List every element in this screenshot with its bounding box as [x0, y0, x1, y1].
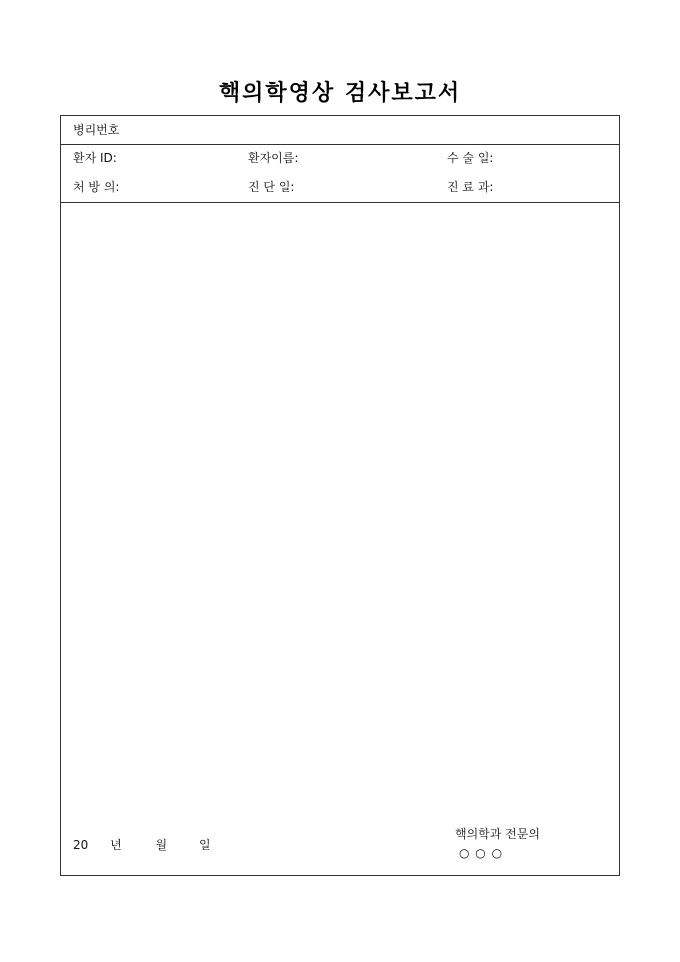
pathology-number-label: 병리번호	[73, 123, 120, 137]
year-label: 년	[110, 838, 122, 852]
patient-info-block	[61, 145, 619, 203]
prescriber-label: 처 방 의:	[73, 180, 120, 194]
specialist-label: 핵의학과 전문의	[455, 827, 540, 841]
patient-name-label: 환자이름:	[248, 151, 299, 165]
surgery-date-label: 수 술 일:	[447, 151, 494, 165]
department-label: 진 료 과:	[447, 180, 494, 194]
day-label: 일	[198, 838, 211, 852]
report-title: 핵의학영상 검사보고서	[218, 80, 462, 106]
report-body-area	[61, 203, 619, 803]
year-prefix: 20	[73, 838, 89, 852]
month-label: 월	[155, 838, 168, 852]
report-form	[60, 115, 620, 876]
signature-placeholder: ○ ○ ○	[459, 846, 504, 860]
report-date	[73, 836, 211, 853]
patient-id-label: 환자 ID:	[73, 151, 117, 165]
pathology-number-row	[61, 116, 619, 145]
diagnosis-date-label: 진 단 일:	[248, 180, 295, 194]
